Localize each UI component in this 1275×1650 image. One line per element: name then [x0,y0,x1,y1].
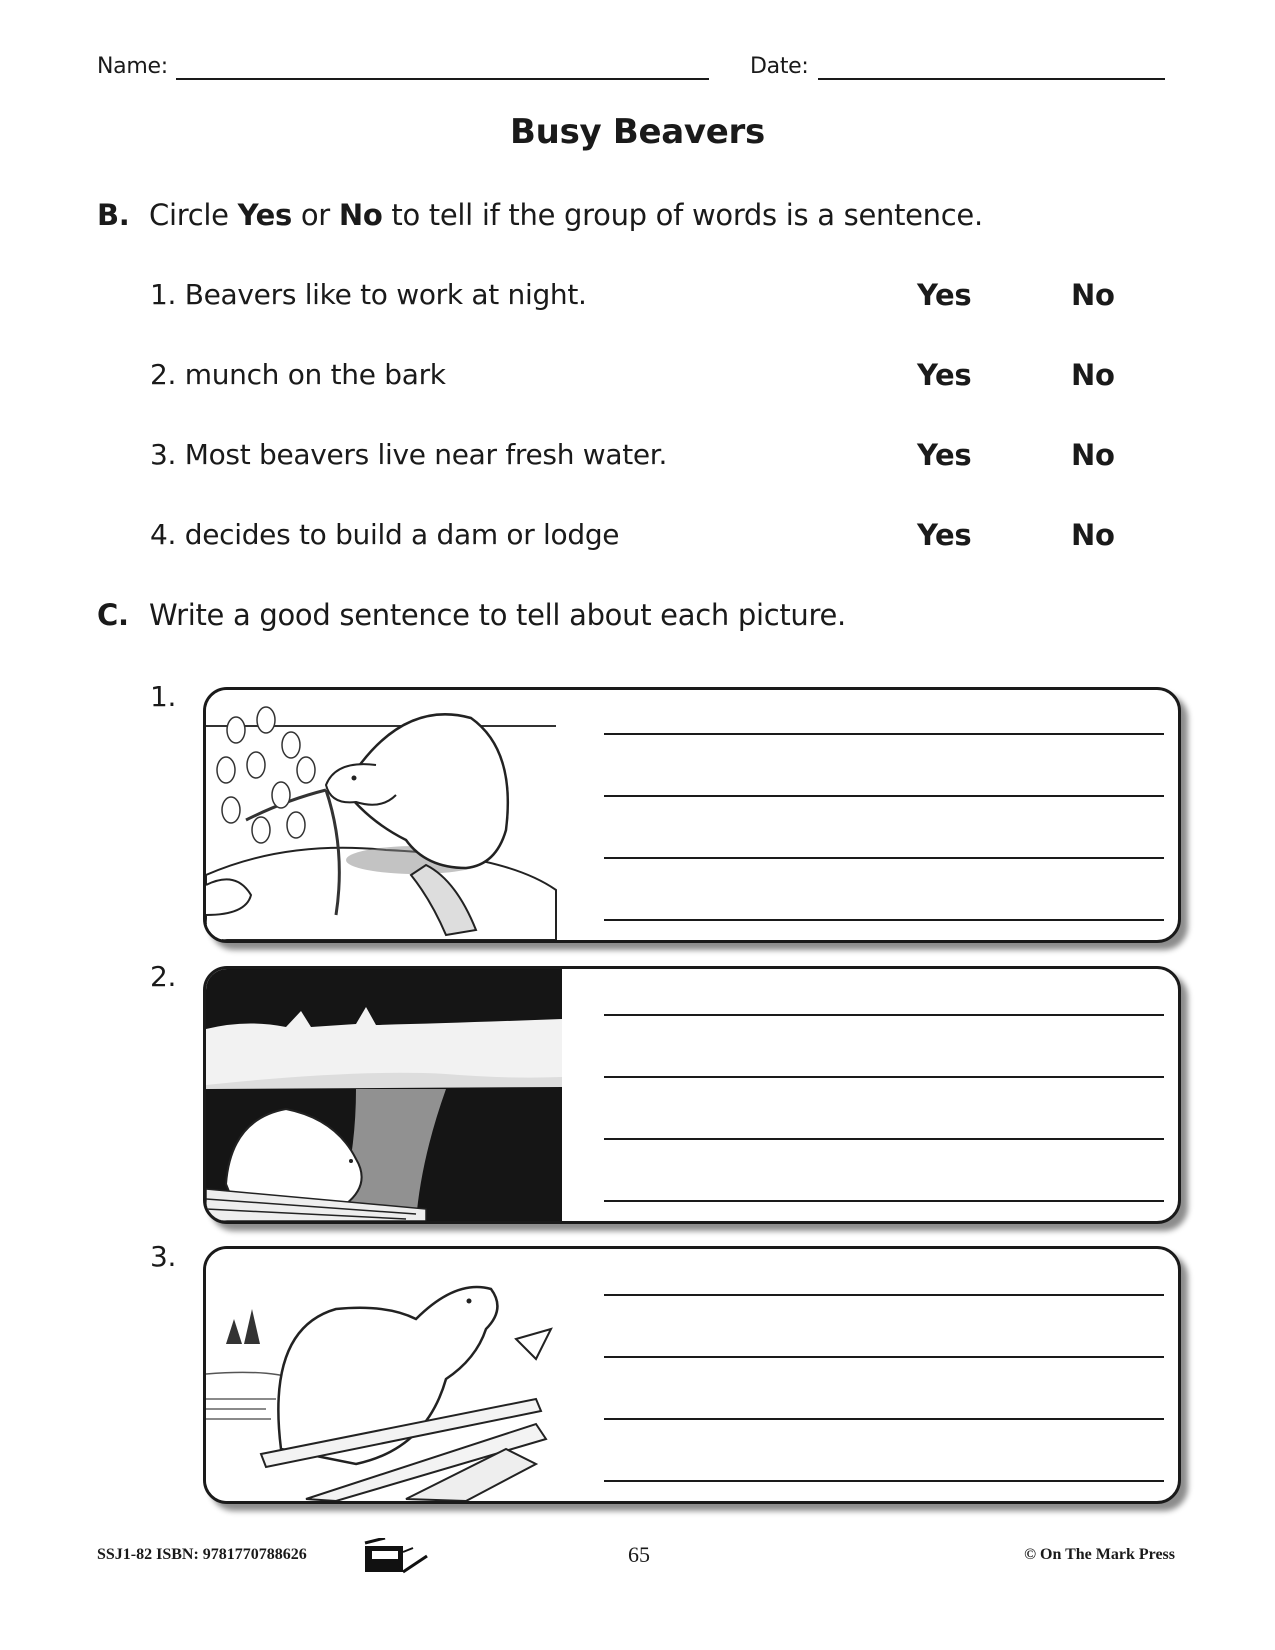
picture-number-1: 1. [150,680,177,713]
answer-line-2-4[interactable] [604,1200,1164,1202]
answer-line-3-2[interactable] [604,1356,1164,1358]
no-option-4[interactable]: No [1071,518,1115,552]
yes-option-3[interactable]: Yes [917,438,972,472]
section-b-letter: B. [97,198,130,232]
answer-line-3-4[interactable] [604,1480,1164,1482]
picture-number-3: 3. [150,1240,177,1273]
picture-number-2: 2. [150,960,177,993]
picture-box-3 [203,1246,1181,1504]
picture-box-2 [203,966,1181,1224]
page-number: 65 [628,1542,650,1567]
answer-line-1-1[interactable] [604,733,1164,735]
beaver-at-night-illustration [206,969,562,1221]
yes-option-4[interactable]: Yes [917,518,972,552]
instruction-text: to tell if the group of words is a sentence. [382,198,983,232]
sentence-item-3: 3. Most beavers live near fresh water. [150,438,668,471]
no-option-2[interactable]: No [1071,358,1115,392]
yes-option-1[interactable]: Yes [917,278,972,312]
yes-option-2[interactable]: Yes [917,358,972,392]
instruction-text: Write a good sentence to tell about each picture. [149,598,846,632]
instruction-text: or [291,198,339,232]
instruction-text: Circle [149,198,238,232]
name-label: Name: [97,54,168,79]
section-c-instruction [97,598,846,632]
name-field[interactable] [176,78,709,80]
instruction-yes: Yes [237,198,292,232]
copyright: © On The Mark Press [1024,1546,1175,1563]
answer-line-3-1[interactable] [604,1294,1164,1296]
copier-icon [363,1538,433,1574]
no-option-1[interactable]: No [1071,278,1115,312]
answer-line-3-3[interactable] [604,1418,1164,1420]
picture-box-1 [203,687,1181,943]
section-c-letter: C. [97,598,129,632]
answer-line-2-3[interactable] [604,1138,1164,1140]
answer-line-2-1[interactable] [604,1014,1164,1016]
page-title: Busy Beavers [510,112,765,152]
instruction-no: No [338,198,383,232]
answer-line-1-4[interactable] [604,919,1164,921]
answer-line-2-2[interactable] [604,1076,1164,1078]
date-label: Date: [750,54,809,79]
sentence-item-1: 1. Beavers like to work at night. [150,278,587,311]
answer-line-1-2[interactable] [604,795,1164,797]
answer-line-1-3[interactable] [604,857,1164,859]
beaver-chewing-branch-illustration [206,690,562,940]
no-option-3[interactable]: No [1071,438,1115,472]
sentence-item-4: 4. decides to build a dam or lodge [150,518,620,551]
date-field[interactable] [818,78,1165,80]
footer-code: SSJ1-82 ISBN: 9781770788626 [97,1546,307,1563]
beaver-building-dam-illustration [206,1249,562,1501]
section-b-instruction [97,198,983,232]
sentence-item-2: 2. munch on the bark [150,358,446,391]
